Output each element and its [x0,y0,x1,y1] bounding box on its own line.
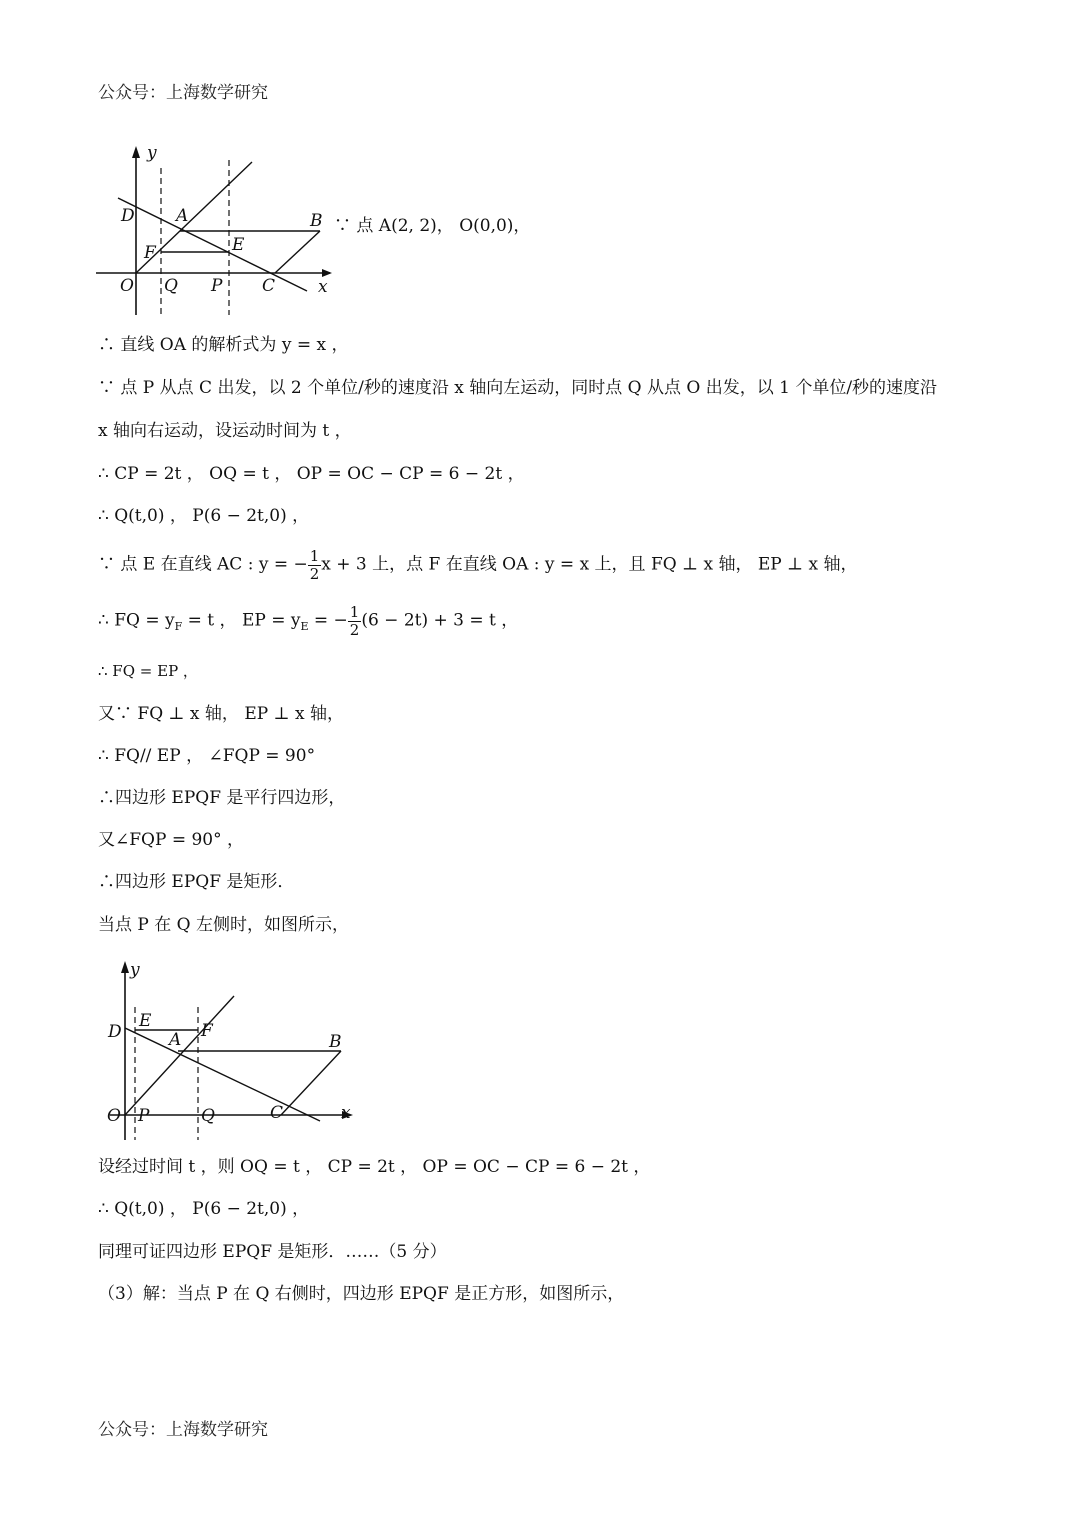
figure-1-diagram [92,140,342,320]
page-footer: 公众号：上海数学研究 [98,1420,268,1440]
fig1-label-D: D [121,206,135,226]
fig2-label-D: D [108,1022,122,1042]
solution-line-fq: ∴ FQ = $y_F = t$ ， EP = $y_E$ = − $\frac{1}{2}$ (6 − 2t) + 3 = t ， [98,603,519,639]
fig2-label-y: y [130,960,140,980]
fig1-label-F: F [144,243,156,263]
fig2-label-O: O [107,1106,121,1126]
solution-line: ∴ FQ// EP ， ∠FQP = 90° [98,746,316,766]
fig2-label-A: A [169,1030,182,1050]
solution-line: ∴ CP = 2t ， OQ = t ， OP = OC − CP = 6 − 2t ， [98,464,525,484]
fig2-label-x: x [341,1103,351,1123]
fig1-label-Q: Q [164,276,178,296]
figure-2-diagram [98,955,368,1145]
solution-line: ∴ Q(t,0) ， P(6 − 2t,0) ， [98,506,310,526]
solution-line: 设经过时间 t ，则 OQ = t ， CP = 2t ， OP = OC − CP = 6 − 2t ， [98,1157,651,1177]
solution-line-ac: ∵ 点 E 在直线 AC : y = − $\frac{1}{2}$ x + 3 上，点 F 在直线 OA : y = x 上，且 FQ ⊥ x 轴， EP ⊥ x 轴， [98,547,858,583]
solution-line: x 轴向右运动，设运动时间为 t ， [98,421,352,441]
solution-line: （3）解：当点 P 在 Q 右侧时，四边形 EPQF 是正方形，如图所示， [98,1284,625,1304]
solution-line: ∴ 直线 OA 的解析式为 y = x ， [98,335,349,355]
fig1-label-E: E [232,235,245,255]
fig1-label-x: x [318,277,328,297]
fig2-label-Q: Q [201,1106,215,1126]
fig1-label-A: A [176,206,189,226]
figure-1-caption: ∵ 点 A(2, 2)， O(0,0)， [334,216,531,236]
fig2-label-E: E [139,1011,152,1031]
solution-line: ∴四边形 EPQF 是平行四边形， [98,788,346,808]
fig2-label-P: P [138,1106,150,1126]
fig1-label-C: C [262,276,276,296]
fraction: $\frac{1}{2}$ [309,547,320,583]
solution-line: 又∠FQP = 90° ， [98,830,245,850]
solution-line: ∴ FQ = EP ， [98,662,198,680]
fig2-label-B: B [329,1032,342,1052]
solution-line: 又∵ FQ ⊥ x 轴， EP ⊥ x 轴， [98,704,344,724]
fig1-label-y: y [147,143,157,163]
fraction: $\frac{1}{2}$ [349,603,360,639]
page-header: 公众号：上海数学研究 [98,83,268,103]
fig1-label-O: O [120,276,134,296]
solution-line: 当点 P 在 Q 左侧时，如图所示， [98,915,349,935]
fig2-label-C: C [270,1103,284,1123]
solution-line: ∵ 点 P 从点 C 出发，以 2 个单位/秒的速度沿 x 轴向左运动，同时点 Q 从点 O 出发，以 1 个单位/秒的速度沿 [98,378,938,398]
solution-line: ∴四边形 EPQF 是矩形． [98,872,295,892]
solution-line: 同理可证四边形 EPQF 是矩形．……（5 分） [98,1242,447,1262]
fig1-label-P: P [211,276,223,296]
solution-line: ∴ Q(t,0) ， P(6 − 2t,0) ， [98,1199,310,1219]
fig2-label-F: F [201,1021,213,1041]
fig1-label-B: B [310,211,323,231]
